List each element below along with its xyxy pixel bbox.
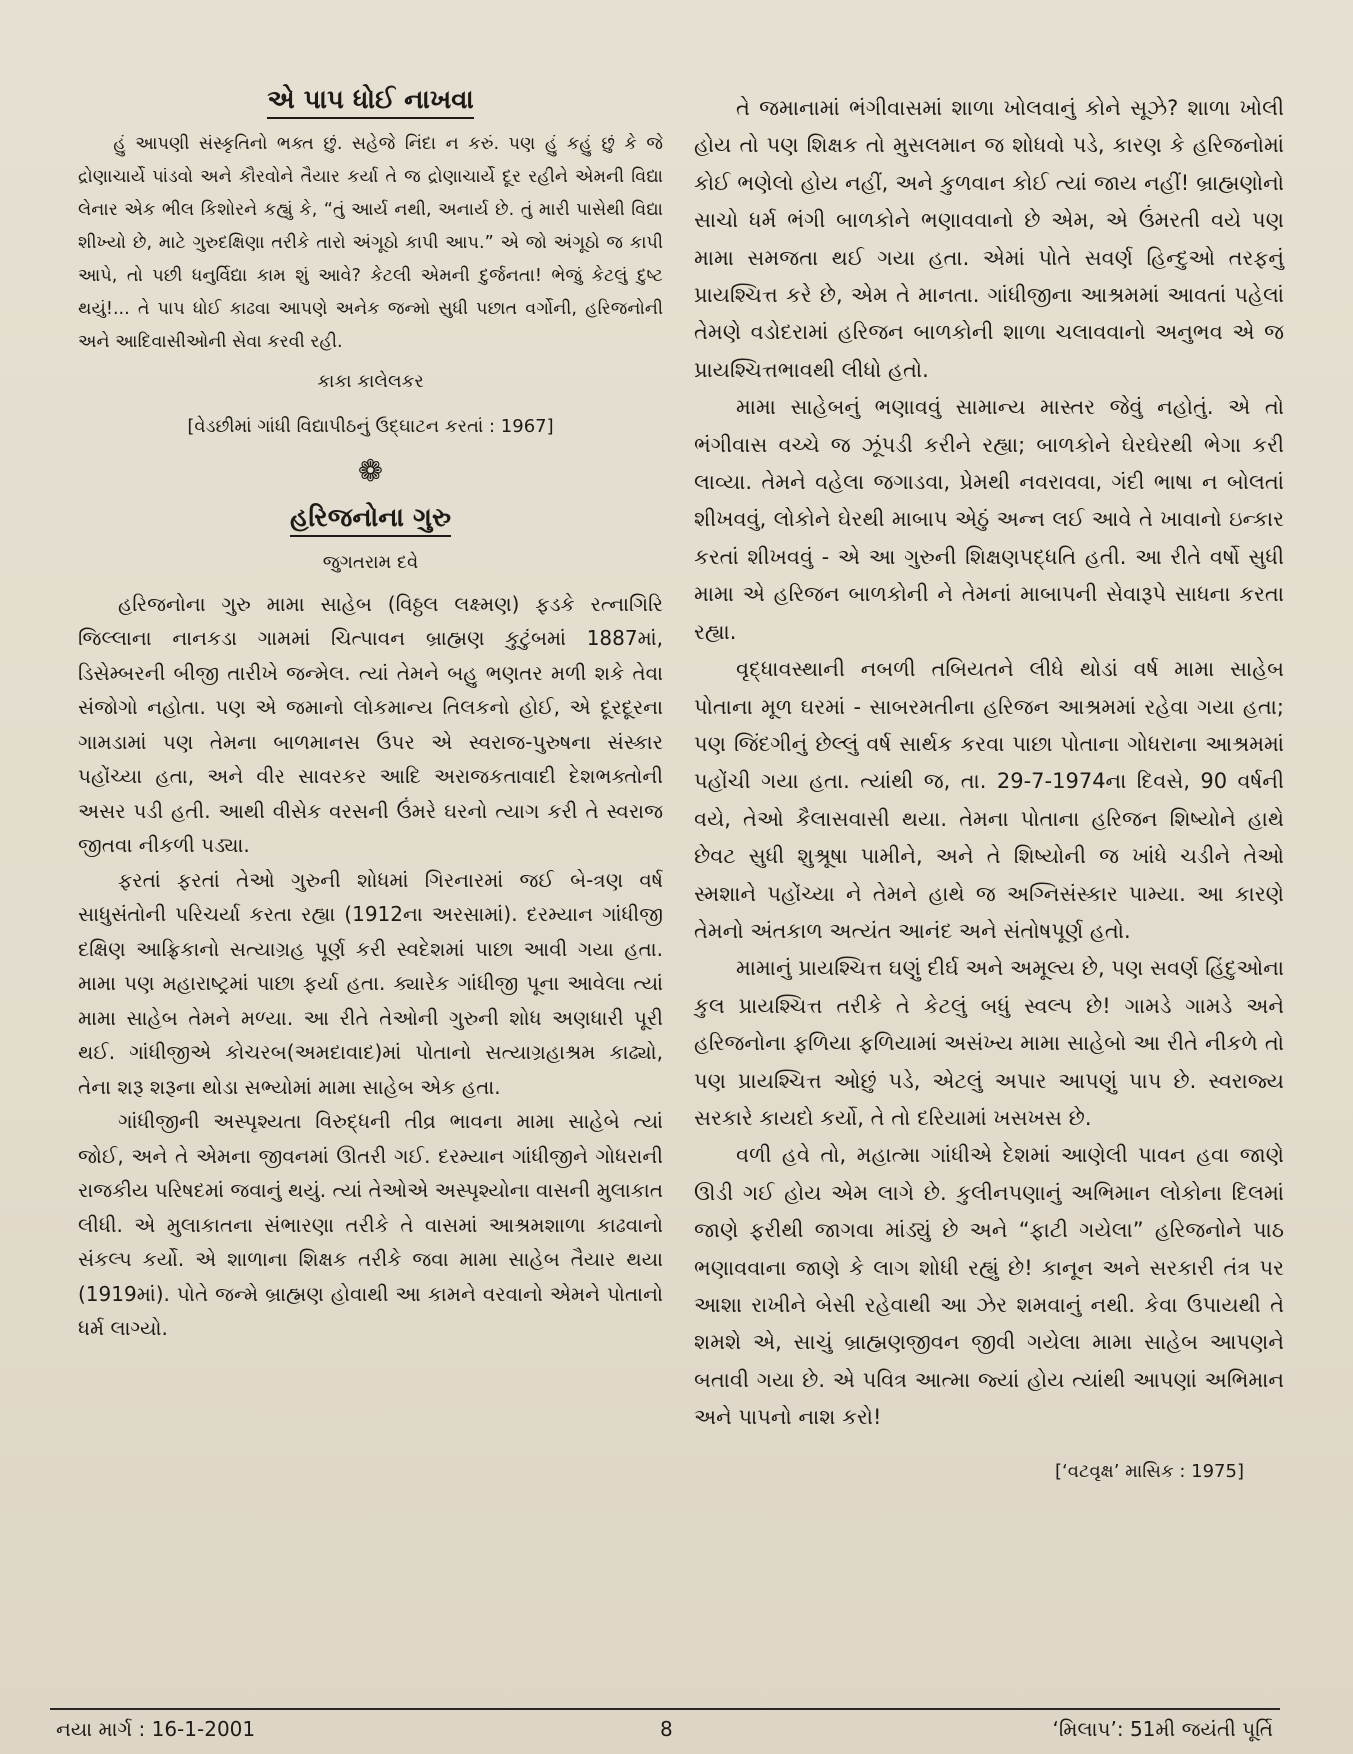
article2-source: [‘વટવૃક્ષ’ માસિક : 1975] xyxy=(1055,1460,1244,1482)
footer-divider xyxy=(50,1708,1280,1710)
footer-page-number: 8 xyxy=(660,1717,673,1741)
footer-supplement-title: ‘મિલાપ’: 51મી જયંતી પૂર્તિ xyxy=(1052,1717,1273,1741)
right-column xyxy=(694,90,1284,1490)
left-column xyxy=(78,80,663,1346)
article2-author: જુગતરામ દવે xyxy=(322,552,419,573)
footer-publication-date: નયા માર્ગ : 16-1-2001 xyxy=(56,1717,256,1741)
article2-paragraph: મામાનું પ્રાયશ્ચિત્ત ઘણું દીર્ઘ અને અમૂલ્ય છે, પણ સવર્ણ હિંદુઓના કુલ પ્રાયશ્ચિત્ત તરીકે તે કેટલું બધું સ્વલ્પ છે! ગામડે ગામડે અને હરિજનોના ફળિયા ફળિયામાં અસંખ્ય મામા સાહેબો આ રીતે નીકળે તો પણ પ્રાયશ્ચિત્ત ઓછું પડે, એટલું અપાર આપણું પાપ છે. સ્વરાજ્ય સરકારે કાયદો કર્યો, તે તો દરિયામાં ખસખસ છે. xyxy=(694,956,1285,1130)
article2-paragraph: ગાંધીજીની અસ્પૃશ્યતા વિરુદ્ધની તીવ્ર ભાવના મામા સાહેબે ત્યાં જોઈ, અને તે એમના જીવનમાં ઊતરી ગઈ. દરમ્યાન ગાંધીજીને ગોધરાની રાજકીય પરિષદમાં જવાનું થયું. ત્યાં તેઓએ અસ્પૃશ્યોના વાસની મુલાકાત લીધી. એ મુલાકાતના સંભારણા તરીકે તે વાસમાં આશ્રમશાળા કાઢવાનો સંકલ્પ કર્યો. એ શાળાના શિક્ષક તરીકે જવા મામા સાહેબ તૈયાર થયા (1919માં). પોતે જન્મે બ્રાહ્મણ હોવાથી આ કામને વરવાનો એમને પોતાનો ધર્મ લાગ્યો. xyxy=(78,1109,663,1340)
article2-paragraph: ફરતાં ફરતાં તેઓ ગુરુની શોધમાં ગિરનારમાં જઈ બે-ત્રણ વર્ષ સાધુસંતોની પરિચર્યા કરતા રહ્યા (1912ના અરસામાં). દરમ્યાન ગાંધીજી દક્ષિણ આફ્રિકાનો સત્યાગ્રહ પૂર્ણ કરી સ્વદેશમાં પાછા આવી ગયા હતા. મામા પણ મહારાષ્ટ્રમાં પાછા ફર્યા હતા. ક્યારેક ગાંધીજી પૂના આવેલા ત્યાં મામા સાહેબ તેમને મળ્યા. આ રીતે તેઓની ગુરુની શોધ અણધારી પૂરી થઈ. ગાંધીજીએ કોચરબ(અમદાવાદ)માં પોતાનો સત્યાગ્રહાશ્રમ કાઢ્યો, તેના શરૂ શરૂના થોડા સભ્યોમાં મામા સાહેબ એક હતા. xyxy=(78,867,663,1099)
article1-title: એ પાપ ધોઈ નાખવા xyxy=(78,80,663,120)
article2-title: હરિજનોના ગુરુ xyxy=(78,498,663,538)
flower-ornament-icon: ❁ xyxy=(357,454,384,489)
article2-paragraph: હરિજનોના ગુરુ મામા સાહેબ (વિઠ્ઠલ લક્ષ્મણ) ફડકે રત્નાગિરિ જિલ્લાના નાનકડા ગામમાં ચિત્પાવન બ્રાહ્મણ કુટુંબમાં 1887માં, ડિસેમ્બરની બીજી તારીખે જન્મેલ. ત્યાં તેમને બહુ ભણતર મળી શકે તેવા સંજોગો નહોતા. પણ એ જમાનો લોકમાન્ય તિલકનો હોઈ, એ દૂરદૂરના ગામડામાં પણ તેમના બાળમાનસ ઉપર એ સ્વરાજ-પુરુષના સંસ્કાર પહોંચ્યા હતા, અને વીર સાવરકર આદિ અરાજકતાવાદી દેશભક્તોની અસર પડી હતી. આથી વીસેક વરસની ઉંમરે ઘરનો ત્યાગ કરી તે સ્વરાજ જીતવા નીકળી પડ્યા. xyxy=(78,591,663,857)
article2-paragraph: તે જમાનામાં ભંગીવાસમાં શાળા ખોલવાનું કોને સૂઝે? શાળા ખોલી હોય તો પણ શિક્ષક તો મુસલમાન જ શોધવો પડે, કારણ કે હરિજનોમાં કોઈ ભણેલો હોય નહીં, અને કુળવાન કોઈ ત્યાં જાય નહીં! બ્રાહ્મણોનો સાચો ધર્મ ભંગી બાળકોને ભણાવવાનો છે એમ, એ ઉંમરતી વયે પણ મામા સમજતા થઈ ગયા હતા. એમાં પોતે સવર્ણ હિન્દુઓ તરફનું પ્રાયશ્ચિત્ત કરે છે, એમ તે માનતા. ગાંધીજીના આશ્રમમાં આવતાં પહેલાં તેમણે વડોદરામાં હરિજન બાળકોની શાળા ચલાવવાનો અનુભવ એ જ પ્રાયશ્ચિત્તભાવથી લીધો હતો. xyxy=(694,96,1284,382)
article1-body: હું આપણી સંસ્કૃતિનો ભક્ત છું. સહેજે નિંદા ન કરું. પણ હું કહું છું કે જે દ્રોણાચાર્યે પાંડવો અને કૌરવોને તૈયાર કર્યા તે જ દ્રોણાચાર્યે દૂર રહીને એમની વિદ્યા લેનાર એક ભીલ કિશોરને કહ્યું કે, “તું આર્ય નથી, અનાર્ય છે. તું મારી પાસેથી વિદ્યા શીખ્યો છે, માટે ગુરુદક્ષિણા તરીકે તારો અંગૂઠો કાપી આપ.” એ જો અંગૂઠો જ કાપી આપે, તો પછી ધનુર્વિદ્યા કામ શું આવે? કેટલી એમની દુર્જનતા! ભેજું કેટલું દુષ્ટ થયું!... તે પાપ ધોઈ કાઢવા આપણે અનેક જન્મો સુધી પછાત વર્ગોની, હરિજનોની અને આદિવાસીઓની સેવા કરવી રહી. xyxy=(78,134,663,352)
article1-author: કાકા કાલેલકર xyxy=(317,371,424,392)
article2-paragraph: વળી હવે તો, મહાત્મા ગાંધીએ દેશમાં આણેલી પાવન હવા જાણે ઊડી ગઈ હોય એમ લાગે છે. કુલીનપણાનું અભિમાન લોકોના દિલમાં જાણે ફરીથી જાગવા માંડ્યું છે અને “ફાટી ગયેલા” હરિજનોને પાઠ ભણાવવાના જાણે કે લાગ શોધી રહ્યું છે! કાનૂન અને સરકારી તંત્ર પર આશા રાખીને બેસી રહેવાથી આ ઝેર શમવાનું નથી. કેવા ઉપાયથી તે શમશે એ, સાચું બ્રાહ્મણજીવન જીવી ગયેલા મામા સાહેબ આપણને બતાવી ગયા છે. એ પવિત્ર આત્મા જ્યાં હોય ત્યાંથી આપણાં અભિમાન અને પાપનો નાશ કરો! xyxy=(694,1143,1284,1430)
article1-source: [વેડછીમાં ગાંધી વિદ્યાપીઠનું ઉદ્ઘાટન કરતાં : 1967] xyxy=(187,415,554,437)
article2-paragraph: વૃદ્ધાવસ્થાની નબળી તબિયતને લીધે થોડાં વર્ષ મામા સાહેબ પોતાના મૂળ ઘરમાં - સાબરમતીના હરિજન આશ્રમમાં રહેવા ગયા હતા; પણ જિંદગીનું છેલ્લું વર્ષ સાર્થક કરવા પાછા પોતાના ગોધરાના આશ્રમમાં પહોંચી ગયા હતા. ત્યાંથી જ, તા. 29-7-1974ના દિવસે, 90 વર્ષની વયે, તેઓ કૈલાસવાસી થયા. તેમના પોતાના હરિજન શિષ્યોને હાથે છેવટ સુધી શુશ્રૂષા પામીને, અને તે શિષ્યોની જ ખાંધે ચડીને તેઓ સ્મશાને પહોંચ્યા ને તેમને હાથે જ અગ્નિસંસ્કાર પામ્યા. આ કારણે તેમનો અંતકાળ અત્યંત આનંદ અને સંતોષપૂર્ણ હતો. xyxy=(694,657,1284,943)
article2-paragraph: મામા સાહેબનું ભણાવવું સામાન્ય માસ્તર જેવું નહોતું. એ તો ભંગીવાસ વચ્ચે જ ઝૂંપડી કરીને રહ્યા; બાળકોને ઘેરઘેરથી ભેગા કરી લાવ્યા. તેમને વહેલા જગાડવા, પ્રેમથી નવરાવવા, ગંદી ભાષા ન બોલતાં શીખવવું, લોકોને ઘેરથી માબાપ એઠું અન્ન લઈ આવે તે ખાવાનો ઇન્કાર કરતાં શીખવવું - એ આ ગુરુની શિક્ષણપદ્ધતિ હતી. આ રીતે વર્ષો સુધી મામા એ હરિજન બાળકોની ને તેમનાં માબાપની સેવારૂપે સાધના કરતા રહ્યા. xyxy=(694,395,1284,644)
